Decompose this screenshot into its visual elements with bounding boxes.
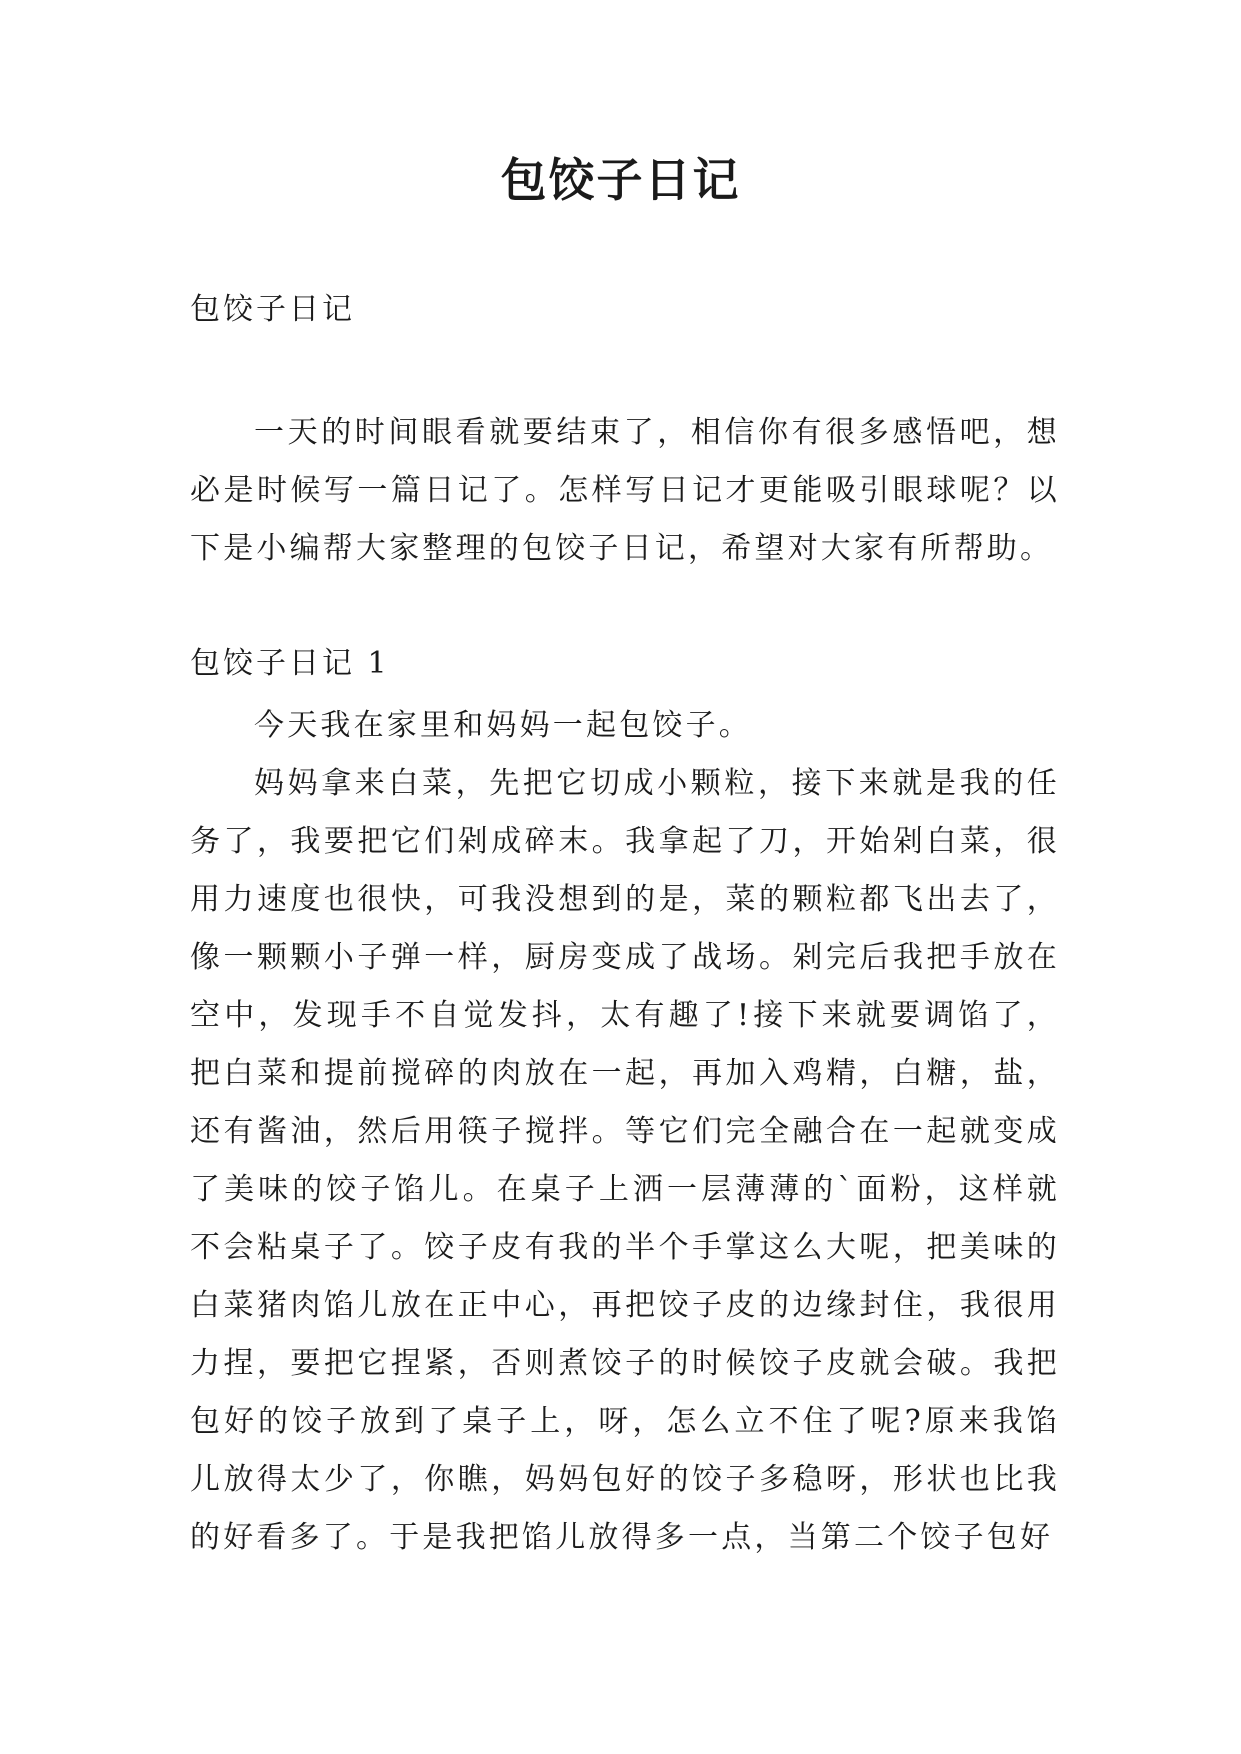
section-heading: 包饺子日记 1 (190, 646, 390, 681)
document-subtitle: 包饺子日记 (190, 292, 355, 327)
body-paragraph: 妈妈拿来白菜，先把它切成小颗粒，接下来就是我的任务了，我要把它们剁成碎末。我拿起了刀，开始剁白菜，很用力速度也很快，可我没想到的是，菜的颗粒都飞出去了，像一颗颗小子弹一样，厨房变成了战场。剁完后我把手放在空中，发现手不自觉发抖，太有趣了!接下来就要调馅了，把白菜和提前搅碎的肉放在一起，再加入鸡精，白糖，盐，还有酱油，然后用筷子搅拌。等它们完全融合在一起就变成了美味的饺子馅儿。在桌子上洒一层薄薄的`面粉，这样就不会粘桌子了。饺子皮有我的半个手掌这么大呢，把美味的白菜猪肉馅儿放在正中心，再把饺子皮的边缘封住，我很用力捏，要把它捏紧，否则煮饺子的时候饺子皮就会破。我把包好的饺子放到了桌子上，呀，怎么立不住了呢?原来我馅儿放得太少了，你瞧，妈妈包好的饺子多稳呀，形状也比我的好看多了。于是我把馅儿放得多一点，当第二个饺子包好 (190, 766, 1060, 1555)
document-title: 包饺子日记 (500, 153, 741, 207)
intro-paragraph: 一天的时间眼看就要结束了，相信你有很多感悟吧，想必是时候写一篇日记了。怎样写日记才更能吸引眼球呢？以下是小编帮大家整理的包饺子日记，希望对大家有所帮助。 (190, 415, 1060, 566)
body-paragraph: 今天我在家里和妈妈一起包饺子。 (254, 708, 752, 743)
